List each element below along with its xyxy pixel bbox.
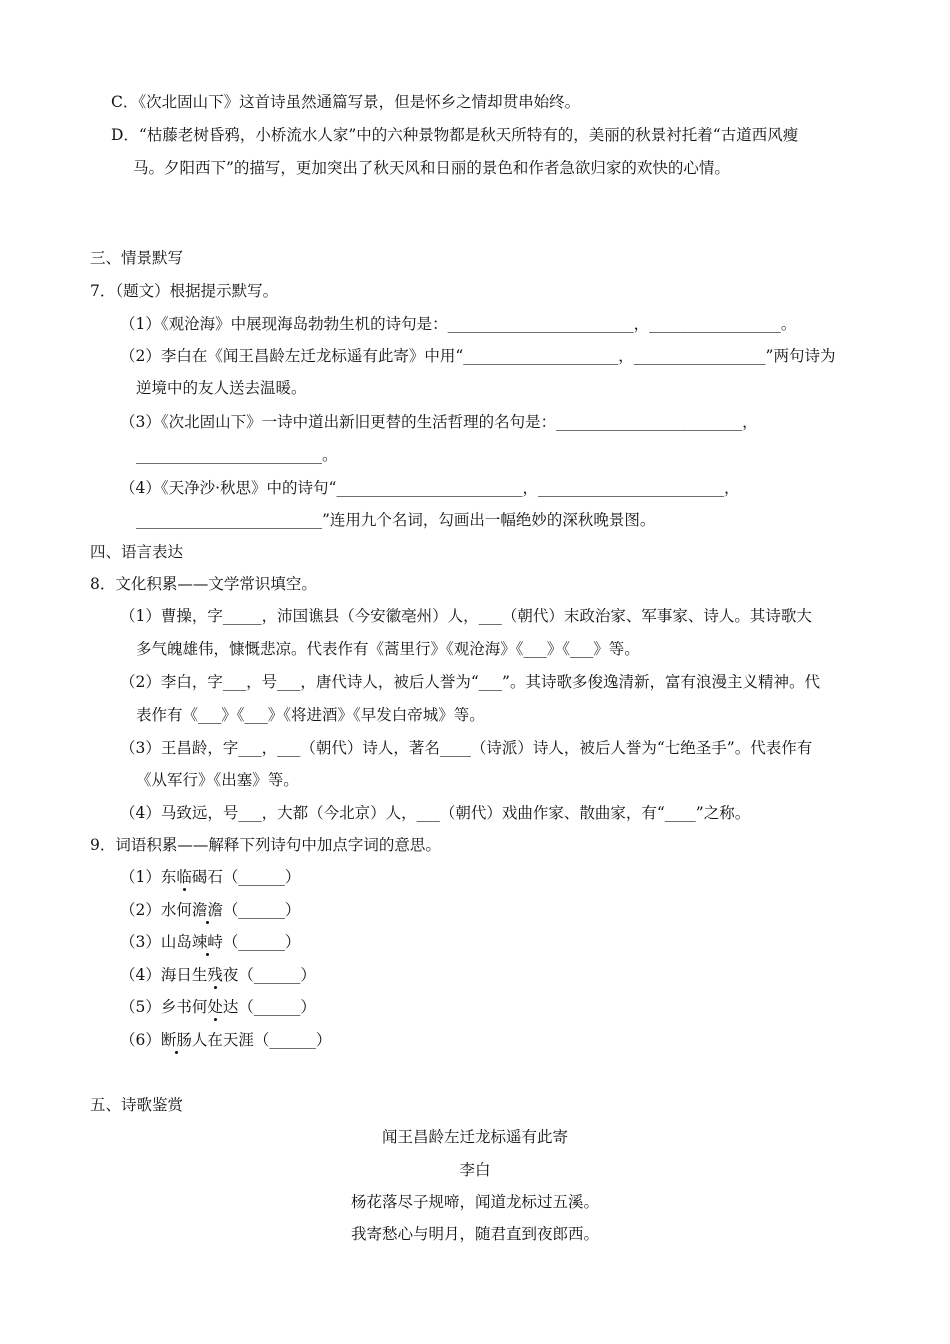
q9-item-num: （1） — [120, 868, 161, 886]
dotted-word: 澹澹 — [191, 901, 223, 919]
q9-item-text: 乡书何 — [160, 998, 208, 1016]
q7-item-4: （4）《天净沙·秋思》中的诗句“________________________，________________________， — [120, 479, 740, 497]
q8-line-4: 表作有《___》《___》《将进酒》《早发白帝城》等。 — [136, 706, 485, 724]
q7-item-4-cont: ________________________”连用九个名词，勾画出一幅绝妙的深秋晚景图。 — [136, 511, 656, 529]
q9-item-blank: （______） — [222, 901, 301, 919]
dotted-word: 残 — [207, 966, 223, 984]
q9-item-text: 海日生 — [160, 966, 208, 984]
q7-item-1: （1）《观沧海》中展现海岛勃勃生机的诗句是：________________________，_________________。 — [120, 315, 797, 333]
q9-item-2 — [120, 900, 300, 920]
dotted-word: 断肠 — [160, 1031, 192, 1049]
poem-line-2: 我寄愁心与明月，随君直到夜郎西。 — [350, 1225, 599, 1243]
q9-item-text: 东 — [160, 868, 177, 886]
q9-item-num: （4） — [120, 966, 161, 984]
q8-line-7: （4）马致远，号___，大都（今北京）人，___（朝代）戏曲作家、散曲家，有“____”之称。 — [120, 804, 751, 822]
q8-line-1: （1）曹操，字_____，沛国谯县（今安徽亳州）人，___（朝代）末政治家、军事家、诗人。其诗歌大 — [120, 607, 812, 625]
q9-title: 9．词语积累——解释下列诗句中加点字词的意思。 — [90, 836, 441, 854]
poem-title: 闻王昌龄左迁龙标遥有此寄 — [381, 1128, 568, 1146]
q9-item-3 — [120, 932, 300, 952]
q9-item-num: （2） — [120, 901, 161, 919]
q9-item-text: 山岛 — [160, 933, 192, 951]
q9-item-6 — [120, 1030, 331, 1050]
dotted-word: 处 — [207, 998, 223, 1016]
q9-item-1 — [120, 867, 300, 887]
q9-item-blank: （______） — [222, 933, 301, 951]
q9-item-4 — [120, 965, 316, 985]
q9-item-blank: 人在天涯（______） — [191, 1031, 332, 1049]
q8-line-5: （3）王昌龄，字___，___（朝代）诗人，著名____（诗派）诗人，被后人誉为“七绝圣手”。代表作有 — [120, 739, 813, 757]
q6-option-c: C．《次北固山下》这首诗虽然通篇写景，但是怀乡之情却贯串始终。 — [111, 93, 581, 111]
q6-option-d-line1: D．“枯藤老树昏鸦，小桥流水人家”中的六种景物都是秋天所特有的，美丽的秋景衬托着“古道西风瘦 — [111, 126, 799, 144]
q6-option-d-line2: 马。夕阳西下”的描写，更加突出了秋天风和日丽的景色和作者急欲归家的欢快的心情。 — [133, 159, 730, 177]
q7-item-2: （2）李白在《闻王昌龄左迁龙标遥有此寄》中用“____________________，_________________”两句诗为 — [120, 347, 836, 365]
q9-item-num: （6） — [120, 1031, 161, 1049]
q9-item-blank: 夜（______） — [222, 966, 316, 984]
q9-item-blank: 达（______） — [222, 998, 316, 1016]
section4-heading: 四、语言表达 — [90, 543, 184, 561]
q9-item-blank: 碣石（______） — [191, 868, 301, 886]
section3-heading: 三、情景默写 — [90, 249, 184, 267]
q8-line-6: 《从军行》《出塞》等。 — [136, 771, 299, 789]
dotted-word: 临 — [176, 868, 192, 886]
q7-item-2-cont: 逆境中的友人送去温暖。 — [136, 379, 307, 397]
q9-item-text: 水何 — [160, 901, 192, 919]
q8-line-3: （2）李白，字___，号___，唐代诗人，被后人誉为“___”。其诗歌多俊逸清新，富有浪漫主义精神。代 — [120, 673, 820, 691]
poem-author: 李白 — [459, 1161, 491, 1179]
q8-line-2: 多气魄雄伟，慷慨悲凉。代表作有《蒿里行》《观沧海》《___》《___》等。 — [136, 640, 640, 658]
section5-heading: 五、诗歌鉴赏 — [90, 1096, 184, 1114]
poem-line-1: 杨花落尽子规啼，闻道龙标过五溪。 — [350, 1193, 599, 1211]
q7-item-3: （3）《次北固山下》一诗中道出新旧更替的生活哲理的名句是：________________________， — [120, 413, 758, 431]
q9-item-5 — [120, 997, 316, 1017]
q9-item-num: （5） — [120, 998, 161, 1016]
q9-item-num: （3） — [120, 933, 161, 951]
q7-item-3-cont: ________________________。 — [136, 446, 338, 464]
q7-title: 7．（题文）根据提示默写。 — [90, 282, 279, 300]
dotted-word: 竦峙 — [191, 933, 223, 951]
q8-title: 8．文化积累——文学常识填空。 — [90, 575, 317, 593]
